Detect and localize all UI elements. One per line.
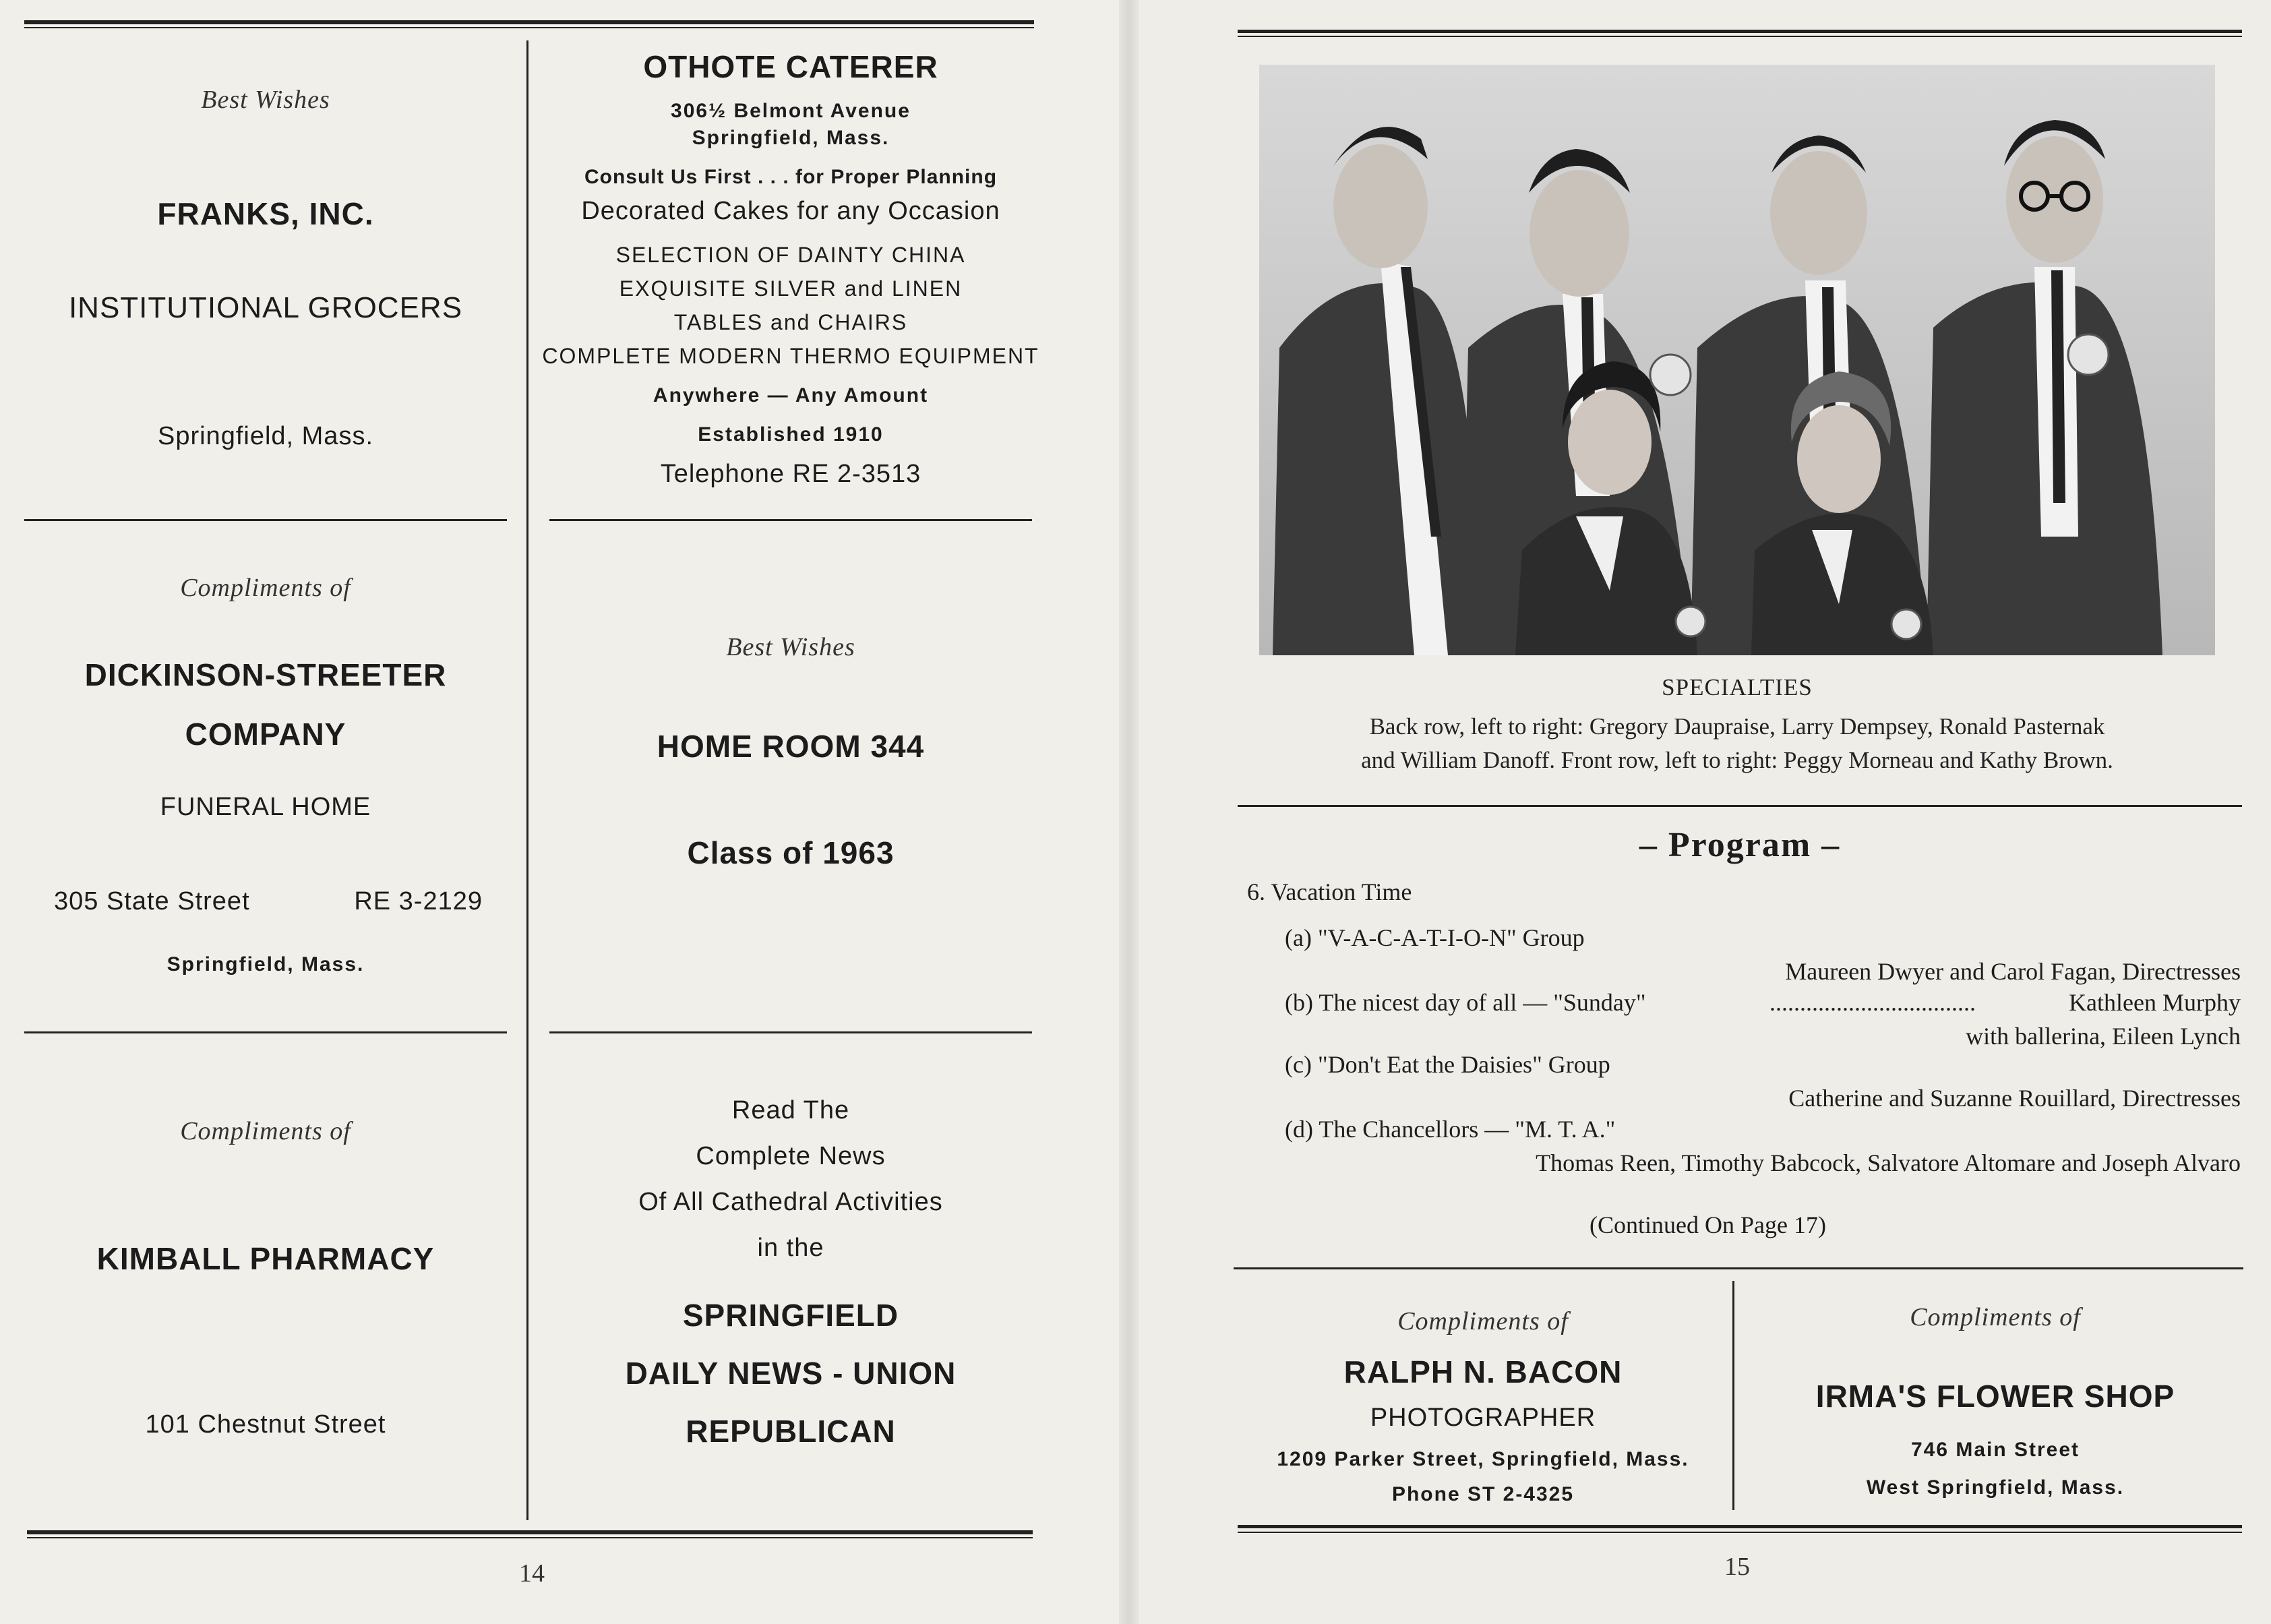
rule-above-program [1238, 805, 2242, 807]
ad-name: RALPH N. BACON [1343, 1354, 1623, 1389]
bottom-rule-left [27, 1530, 1033, 1534]
ad-address: 1209 Parker Street, Springfield, Mass. [1277, 1448, 1689, 1470]
ad-franks [24, 74, 507, 479]
ad-kimball-pharmacy [24, 1106, 507, 1456]
ad-name: FRANKS, INC. [157, 196, 374, 231]
ad-address: 306½ Belmont Avenue [671, 100, 911, 122]
group-photo [1259, 65, 2215, 655]
ad-line: INSTITUTIONAL GROCERS [68, 291, 463, 324]
page-number-left: 14 [519, 1559, 545, 1588]
ad-class: Class of 1963 [687, 835, 895, 870]
ad-city: Springfield, Mass. [166, 953, 365, 975]
bottom-rule-right-thin [1238, 1532, 2242, 1533]
photo-caption-line2: and William Danoff. Front row, left to right: Peggy Morneau and Kathy Brown. [1361, 747, 2113, 773]
ad-greeting: Best Wishes [201, 86, 330, 114]
top-rule-left [24, 20, 1034, 24]
ad-name: COMPANY [185, 717, 346, 752]
ad-cakes: Decorated Cakes for any Occasion [581, 197, 1000, 225]
top-rule-left-thin [24, 27, 1034, 28]
ad-line: Complete News [696, 1142, 886, 1170]
group-photo-figures [1259, 65, 2215, 655]
program-a-line: (a) "V-A-C-A-T-I-O-N" Group [1285, 924, 1585, 951]
program-b-leader: .................................. [1769, 989, 1976, 1016]
ad-line: EXQUISITE SILVER and LINEN [619, 276, 963, 301]
ad-name: KIMBALL PHARMACY [96, 1241, 435, 1276]
row-divider-left-2b [549, 1031, 1032, 1033]
ad-name: DICKINSON-STREETER [84, 657, 447, 692]
page-number-right: 15 [1724, 1553, 1750, 1581]
program-b-performer: Kathleen Murphy [2069, 989, 2241, 1016]
bottom-rule-right [1238, 1525, 2242, 1528]
program-c-credit: Catherine and Suzanne Rouillard, Directresses [1788, 1085, 2241, 1112]
ad-telephone: Telephone RE 2-3513 [660, 460, 921, 488]
column-divider-left [526, 40, 528, 1520]
ad-line: COMPLETE MODERN THERMO EQUIPMENT [542, 344, 1039, 368]
ad-othote-caterer [536, 44, 1046, 503]
ad-type: FUNERAL HOME [160, 793, 371, 821]
ad-name: SPRINGFIELD [682, 1298, 899, 1333]
ad-line: Read The [731, 1096, 850, 1124]
ad-name: DAILY NEWS - UNION [625, 1356, 957, 1391]
program-a-credit: Maureen Dwyer and Carol Fagan, Directresses [1785, 958, 2241, 985]
gutter [1119, 0, 1139, 1624]
program-heading: – Program – [1639, 826, 1841, 864]
ad-home-room-344 [536, 620, 1046, 890]
top-rule-right-thin [1238, 36, 2242, 37]
ad-line: SELECTION OF DAINTY CHINA [615, 243, 966, 267]
program-b-line: (b) The nicest day of all — "Sunday" [1285, 989, 1646, 1016]
program-item-title: 6. Vacation Time [1247, 878, 1412, 905]
ad-springfield-newspaper [536, 1092, 1046, 1470]
ad-address: 305 State Street [54, 887, 250, 915]
ad-dickinson-streeter [24, 566, 507, 998]
ad-line: TABLES and CHAIRS [673, 310, 908, 334]
ad-greeting: Compliments of [1910, 1303, 2081, 1331]
program-c-line: (c) "Don't Eat the Daisies" Group [1285, 1051, 1610, 1078]
row-divider-left-1a [24, 519, 507, 521]
ad-line: in the [757, 1234, 824, 1262]
ad-city: Springfield, Mass. [157, 422, 373, 450]
ad-greeting: Compliments of [180, 1117, 351, 1145]
bottom-rule-left-thin [27, 1537, 1033, 1538]
row-divider-left-2a [24, 1031, 507, 1033]
program-b-credit: with ballerina, Eileen Lynch [1966, 1023, 2241, 1050]
ad-slogan: Consult Us First . . . for Proper Planning [584, 166, 998, 188]
photo-caption-line1: Back row, left to right: Gregory Daupraise, Larry Dempsey, Ronald Pasternak [1369, 713, 2105, 740]
ad-name: IRMA'S FLOWER SHOP [1815, 1379, 2175, 1414]
ad-greeting: Compliments of [180, 574, 351, 602]
ad-irmas-flower-shop [1739, 1297, 2251, 1513]
ad-name: REPUBLICAN [686, 1414, 896, 1449]
program-d-line: (d) The Chancellors — "M. T. A." [1285, 1116, 1616, 1143]
column-divider-right [1732, 1281, 1734, 1510]
ad-city: Springfield, Mass. [692, 127, 890, 149]
ad-established: Established 1910 [698, 423, 884, 446]
ad-phone: RE 3-2129 [354, 887, 483, 915]
program-continued: (Continued On Page 17) [1589, 1211, 1826, 1238]
ad-address: 101 Chestnut Street [145, 1410, 386, 1439]
ad-ralph-bacon [1234, 1301, 1732, 1517]
photo-title: SPECIALTIES [1662, 674, 1813, 700]
top-rule-right [1238, 30, 2242, 33]
ad-line: Anywhere — Any Amount [653, 384, 929, 407]
ad-line: Of All Cathedral Activities [638, 1188, 943, 1216]
program-d-credit: Thomas Reen, Timothy Babcock, Salvatore Altomare and Joseph Alvaro [1536, 1149, 2241, 1176]
ad-city: West Springfield, Mass. [1866, 1476, 2125, 1499]
rule-above-ads-right [1234, 1267, 2243, 1269]
ad-type: PHOTOGRAPHER [1370, 1404, 1596, 1432]
ad-name: OTHOTE CATERER [643, 49, 938, 84]
ad-greeting: Best Wishes [726, 633, 855, 661]
ad-phone: Phone ST 2-4325 [1391, 1483, 1575, 1505]
ad-address: 746 Main Street [1910, 1439, 2080, 1461]
ad-greeting: Compliments of [1397, 1307, 1569, 1335]
row-divider-left-1b [549, 519, 1032, 521]
ad-name: HOME ROOM 344 [657, 729, 925, 764]
